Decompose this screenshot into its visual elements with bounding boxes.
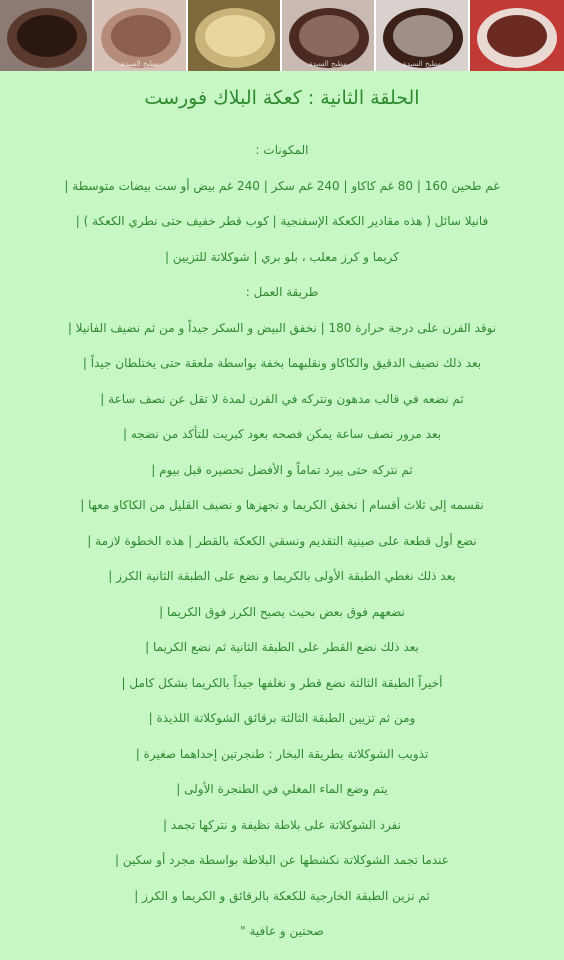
photo-cake-sliced-layers [282, 0, 376, 71]
recipe-line: كريما و كرز معلب ، بلو بري | شوكلاتة للتزيين | [165, 249, 399, 264]
photo-finished-black-forest-cake [470, 0, 564, 71]
recipe-line: ثم نتركه حتى يبرد تماماً و الأفضل تحضيره قبل بيوم | [151, 462, 413, 477]
photo-watermark: مطبخ السيدة [402, 60, 442, 68]
recipe-line: نقسمه إلى ثلاث أقسام | نخفق الكريما و نجهزها و نضيف القليل من الكاكاو معها | [80, 498, 484, 512]
photo-whipping-cream-in-bowl [188, 0, 282, 71]
recipe-line: ثم نضعه في قالب مدهون ونتركه في الفرن لمدة لا تقل عن نصف ساعة | [100, 391, 464, 406]
recipe-line: ومن ثم تزيين الطبقة الثالثة برقائق الشوكلاتة اللذيذة | [148, 711, 416, 725]
photo-cake-layer-on-plate [376, 0, 470, 71]
article-title: الحلقة الثانية : كعكة البلاك فورست [144, 87, 420, 109]
recipe-line: ثم نزين الطبقة الخارجية للكعكة بالرقائق و الكريما و الكرز | [134, 888, 430, 903]
recipe-line: بعد ذلك نغطي الطبقة الأولى بالكريما و نضع على الطبقة الثانية الكرز | [108, 569, 456, 583]
recipe-line: غم طحين 160 | 80 غم كاكاو | 240 غم سكر | 240 غم بيض أو ست بيضات متوسطة | [64, 178, 500, 193]
section-heading: المكونات : [255, 143, 309, 157]
section-heading: طريقة العمل : [245, 285, 319, 299]
recipe-line: نضع أول قطعة على صينية التقديم ونسقي الكعكة بالقطر | هذه الخطوة لازمة | [87, 533, 477, 548]
recipe-line: نضعهم فوق بعض بحيث يصبح الكرز فوق الكريما | [159, 604, 405, 619]
recipe-line: عندما تجمد الشوكلاتة نكشطها عن البلاطة بواسطة مجرد أو سكين | [115, 853, 449, 867]
photo-cream-frosted-cake [94, 0, 188, 71]
recipe-line: صحتين و عافية " [240, 924, 324, 938]
recipe-line: بعد مرور نصف ساعة يمكن فصحه بعود كبريت للتأكد من نضجه | [122, 427, 442, 441]
photo-strip [0, 0, 564, 71]
recipe-line: نفرد الشوكلاتة على بلاطة نظيفة و نتركها تجمد | [162, 817, 401, 832]
photo-watermark: مطبخ السيدة [120, 60, 160, 68]
recipe-line: أخيراً الطبقة الثالثة نضع قطر و نغلفها جيداً بالكريما بشكل كامل | [121, 675, 443, 690]
photo-watermark: مطبخ السيدة [308, 60, 348, 68]
recipe-line: بعد ذلك نضع القطر على الطبقة الثانية ثم نضع الكريما | [145, 640, 419, 654]
photo-chocolate-sponge-in-pan [0, 0, 94, 71]
recipe-line: فانيلا سائل ( هذه مقادير الكعكة الإسفنجية | كوب قطر خفيف حتى نطري الكعكة ) | [75, 214, 489, 228]
recipe-line: نوقد الفرن على درجة حرارة 180 | نخفق البيض و السكر جيداً و من ثم نضيف الفانيلا | [67, 320, 497, 335]
recipe-line: بعد ذلك نضيف الدقيق والكاكاو ونقلبهما بخفة بواسطة ملعقة حتى يختلطان جيداً | [82, 356, 482, 370]
recipe-line: تذويب الشوكلاتة بطريقة البخار : طنجرتين إحداهما صغيرة | [135, 746, 429, 761]
recipe-line: يتم وضع الماء المغلي في الطنجرة الأولى | [176, 782, 388, 796]
